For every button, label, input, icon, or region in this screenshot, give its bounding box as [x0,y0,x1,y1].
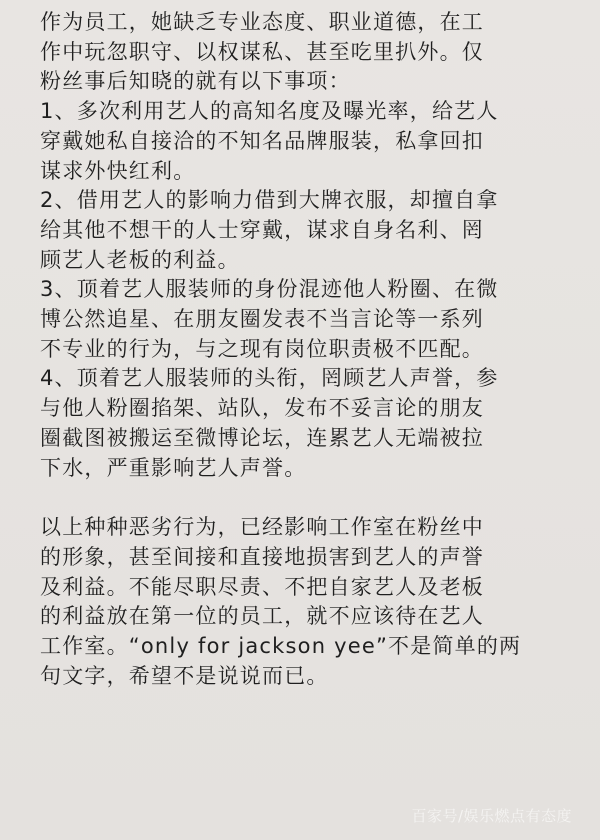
text-line: 作中玩忽职守、以权谋私、甚至吃里扒外。仅 [40,39,484,64]
document-body [40,8,576,691]
text-line: 以上种种恶劣行为，已经影响工作室在粉丝中 [40,515,484,540]
text-line: 2、借用艺人的影响力借到大牌衣服，却擅自拿 [40,188,499,213]
text-line: 的形象，甚至间接和直接地损害到艺人的声誉 [40,544,484,569]
text-line: 的利益放在第一位的员工，就不应该待在艺人 [40,604,484,629]
text-line: 作为员工，她缺乏专业态度、职业道德，在工 [40,10,484,34]
paragraph-2 [40,513,576,691]
text-line: 不专业的行为，与之现有岗位职责极不匹配。 [40,336,484,361]
text-line: 句文字，希望不是说说而已。 [40,663,329,688]
text-line: 圈截图被搬运至微博论坛，连累艺人无端被拉 [40,425,484,450]
text-line: 给其他不想干的人士穿戴，谋求自身名利、罔 [40,217,484,242]
text-line: 1、多次利用艺人的高知名度及曝光率，给艺人 [40,99,499,124]
paragraph-1 [40,8,576,483]
text-line: 下水，严重影响艺人声誉。 [40,455,307,480]
text-line: 谋求外快红利。 [40,158,196,183]
text-line: 穿戴她私自接洽的不知名品牌服装，私拿回扣 [40,128,484,153]
paragraph-gap [40,483,576,513]
text-line: 粉丝事后知晓的就有以下事项： [40,69,351,94]
watermark: 百家号/娱乐燃点有态度 [411,807,572,825]
text-line: 工作室。“only for jackson yee”不是简单的两 [40,634,522,659]
text-line: 4、顶着艺人服装师的头衔，罔顾艺人声誉，参 [40,366,499,391]
text-line: 3、顶着艺人服装师的身份混迹他人粉圈、在微 [40,277,499,302]
text-line: 及利益。不能尽职尽责、不把自家艺人及老板 [40,574,484,599]
text-line: 顾艺人老板的利益。 [40,247,240,272]
text-line: 与他人粉圈掐架、站队，发布不妥言论的朋友 [40,396,484,421]
text-line: 博公然追星、在朋友圈发表不当言论等一系列 [40,307,484,332]
